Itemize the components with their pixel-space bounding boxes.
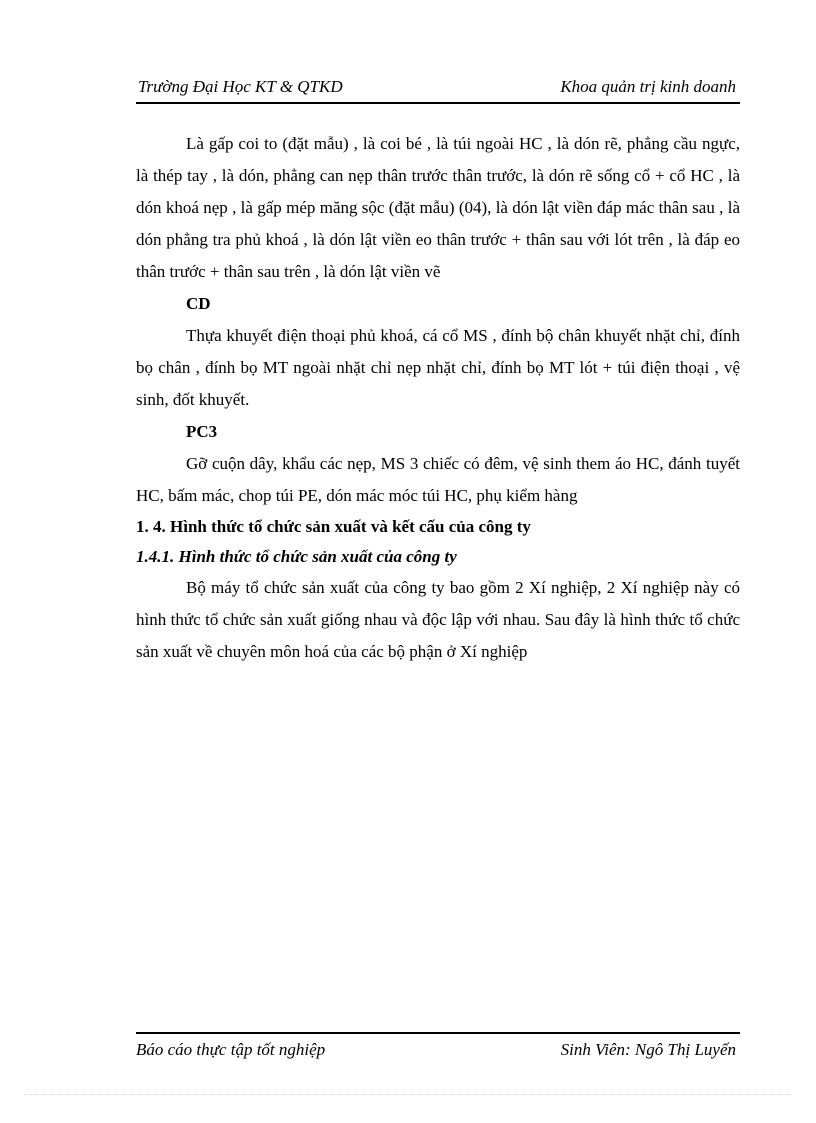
header-faculty-name: Khoa quản trị kinh doanh xyxy=(560,77,736,96)
page-footer xyxy=(136,1032,740,1064)
footer-student-name: Sinh Viên: Ngô Thị Luyến xyxy=(560,1040,736,1059)
page-edge-divider xyxy=(24,1094,792,1095)
paragraph-ironing-steps: Là gấp coi to (đặt mẫu) , là coi bé , là túi ngoài HC , là dón rẽ, phẳng cầu ngực, là thép tay , là dón, phẳng can nẹp thân trước thân trước, là dón rẽ sống cổ + cổ HC , là dón khoá nẹp , là gấp mép măng sộc (đặt mẫu) (04), là dón lật viền đáp mác thân sau , là dón phẳng tra phủ khoá , là dón lật viền eo thân trước + thân sau với lót trên , là đáp eo thân trước + thân sau trên , là dón lật viền vẽ xyxy=(136,134,740,281)
page-content xyxy=(136,128,740,668)
section-label-cd: CD xyxy=(186,294,211,313)
section-label-pc3: PC3 xyxy=(186,422,218,441)
paragraph-pc3-steps: Gỡ cuộn dây, khẩu các nẹp, MS 3 chiếc có đêm, vệ sinh them áo HC, đánh tuyết HC, bấm mác, chop túi PE, dón mác móc túi HC, phụ kiểm hàng xyxy=(136,454,740,505)
heading-section-1-4: 1. 4. Hình thức tổ chức sản xuất và kết cấu của công ty xyxy=(136,517,531,536)
header-school-name: Trường Đại Học KT & QTKD xyxy=(138,77,343,96)
footer-report-title: Báo cáo thực tập tốt nghiệp xyxy=(136,1040,326,1059)
heading-section-1-4-1: 1.4.1. Hình thức tổ chức sản xuất của công ty xyxy=(136,547,457,566)
page-header xyxy=(136,76,740,104)
paragraph-organization: Bộ máy tổ chức sản xuất của công ty bao gồm 2 Xí nghiệp, 2 Xí nghiệp này có hình thức tổ chức sản xuất giống nhau và độc lập với nhau. Sau đây là hình thức tổ chức sản xuất về chuyên môn hoá của các bộ phận ở Xí nghiệp xyxy=(136,578,740,661)
paragraph-cd-steps: Thựa khuyết điện thoại phủ khoá, cá cổ MS , đính bộ chân khuyết nhặt chỉ, đính bọ chân , đính bọ MT ngoài nhặt chỉ nẹp nhặt chỉ, đính bọ MT lót + túi điện thoại , vệ sinh, đốt khuyết. xyxy=(136,326,740,409)
